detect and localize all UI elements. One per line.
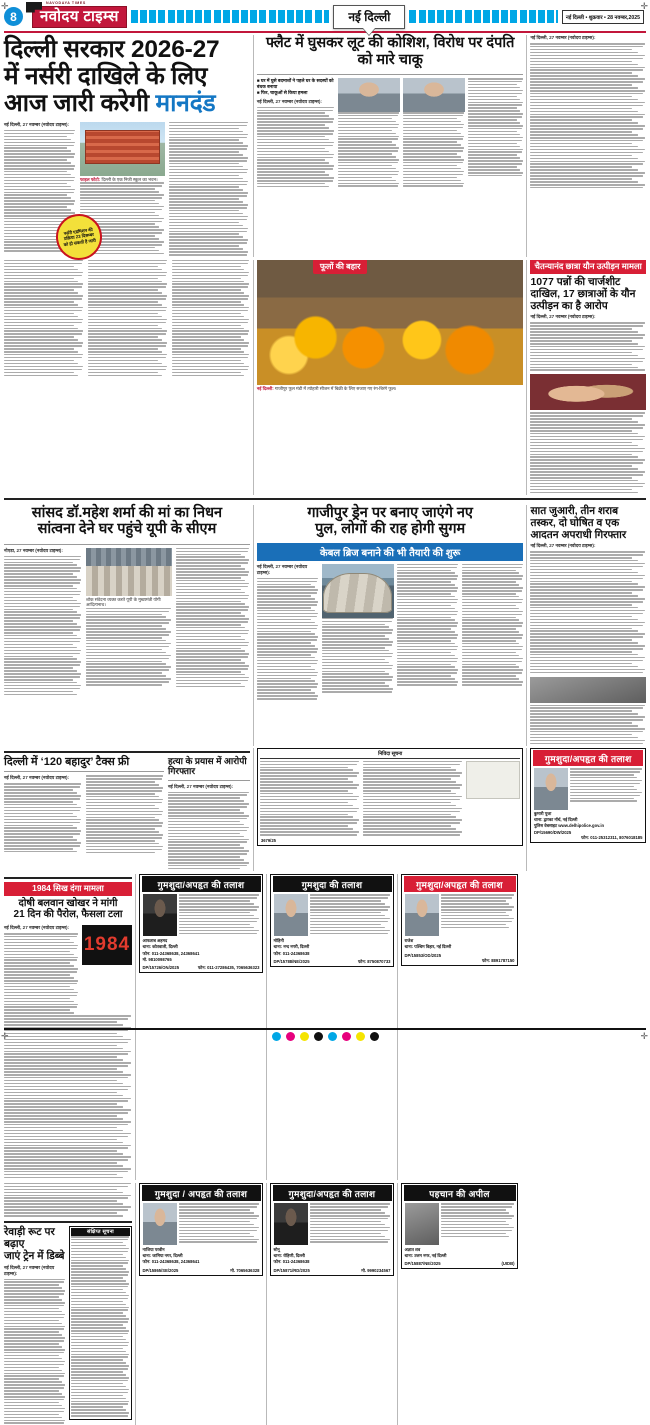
body-text bbox=[338, 112, 400, 187]
column-divider bbox=[253, 748, 254, 871]
ad-phone: फोन: 8891787150 bbox=[482, 957, 515, 963]
color-bar-left bbox=[131, 10, 330, 23]
ad-6[interactable] bbox=[401, 1183, 518, 1425]
divider bbox=[4, 877, 132, 879]
byline: नोएडा, 27 नवम्बर (नवोदय टाइम्स): bbox=[4, 547, 63, 553]
chaitanyanand-headline: 1077 पन्नों की चार्जशीट दाखिल, 17 छात्राओं के यौन उत्पीड़न का है आरोप bbox=[530, 275, 636, 313]
ad-phone: फोन: 011-24368638 bbox=[273, 1259, 310, 1265]
sikh-riot-photo: 1984 bbox=[82, 925, 132, 965]
body-text bbox=[322, 618, 394, 693]
taxi-story bbox=[4, 756, 164, 871]
ad-text bbox=[310, 1203, 391, 1243]
ad-mobile: मो. 9810098765 bbox=[142, 956, 172, 962]
ad-police-station: थाना: नन्द नगरी, दिल्ली bbox=[273, 944, 310, 950]
ad-dp-number: DP/15871/RD/2025 bbox=[273, 1267, 310, 1273]
footer-rule bbox=[4, 1028, 646, 1030]
column-divider bbox=[526, 260, 527, 495]
ad-title: गुमशुदा/अपहृत की तलाश bbox=[533, 750, 644, 766]
ghazipur-photo-block bbox=[322, 564, 394, 701]
byline: नई दिल्ली, 27 नवम्बर (नवोदय टाइम्स): bbox=[530, 314, 596, 320]
arrest-photo bbox=[530, 677, 646, 703]
ad-dp-number: DP/15726/ON/2025 bbox=[142, 964, 180, 970]
ad-police-station: थाना: द्वारका नॉर्थ, नई दिल्ली bbox=[533, 817, 578, 823]
caption-label: नई दिल्ली: bbox=[256, 385, 274, 391]
ad-person-name: मोहिनी bbox=[273, 938, 284, 944]
lead-headline bbox=[4, 37, 250, 118]
tender-footer bbox=[260, 837, 521, 843]
ad-website: पुलिस वेबसाइट www.delhipolice.gov.in bbox=[533, 822, 605, 828]
column-divider bbox=[135, 874, 136, 1180]
ad-phone: फोन: 011-24368638, 24368641 bbox=[142, 950, 200, 956]
crime-photo-2-block bbox=[403, 78, 465, 189]
missing-person-photo bbox=[534, 768, 568, 810]
murder-story bbox=[168, 756, 250, 871]
ad-right-1[interactable] bbox=[530, 748, 646, 871]
ad-title: पहचान की अपील bbox=[404, 1185, 516, 1201]
edition-plate: नई दिल्ली bbox=[333, 5, 405, 29]
center-column bbox=[257, 35, 524, 257]
ad-2[interactable] bbox=[270, 874, 394, 1180]
divider bbox=[257, 74, 524, 75]
divider bbox=[4, 771, 164, 772]
body-text bbox=[86, 608, 172, 686]
mahesh-sharma-story bbox=[4, 505, 250, 746]
ad-title: गुमशुदा/अपहृत की तलाश bbox=[273, 1185, 392, 1201]
byline: नई दिल्ली, 27 नवम्बर (नवोदय टाइम्स): bbox=[530, 543, 596, 549]
flowers-tag: फूलों की बहार bbox=[313, 260, 368, 274]
fifth-tier bbox=[0, 1180, 650, 1425]
body-text bbox=[88, 260, 168, 376]
mahesh-text-col-1 bbox=[4, 548, 82, 697]
missing-person-photo bbox=[143, 894, 177, 936]
caption-text: दिल्ली के एक निजी स्कूल का भवन। bbox=[101, 176, 158, 182]
tender-notice bbox=[257, 748, 524, 871]
top-section bbox=[0, 33, 650, 257]
ad-title: गुमशुदा / अपहृत की तलाश bbox=[142, 1185, 261, 1201]
body-text bbox=[4, 260, 84, 376]
ad-person-name: नाजिया परवीन bbox=[142, 1247, 165, 1253]
sikh-riot-headline: दोषी बलवान खोखर ने मांगी 21 दिन की पैरोल, फैसला टला bbox=[13, 897, 123, 921]
byline: नई दिल्ली, 27 नवम्बर (नवोदय टाइम्स): bbox=[256, 563, 308, 575]
ad-text bbox=[179, 894, 260, 934]
body-text bbox=[4, 1183, 132, 1218]
ad-phone-2: फोन: 8750870733 bbox=[358, 958, 391, 964]
ad-phone-2: फोन: 011-27286435, 7065636323 bbox=[197, 964, 260, 970]
lead-headline-line1: दिल्ली सरकार 2026-27 bbox=[4, 36, 220, 63]
crime-right-story bbox=[530, 505, 646, 746]
ad-3[interactable] bbox=[401, 874, 518, 1180]
lead-callout-badge: नर्सरी एडमिशन की प्रक्रिया 23 दिसम्बर को हो सकती है जारी bbox=[53, 211, 105, 263]
body-text bbox=[530, 43, 646, 190]
crime-text-col bbox=[468, 78, 524, 189]
column-divider bbox=[266, 1183, 267, 1425]
mahesh-headline: सांसद डॉ.महेश शर्मा की मां का निधन सांत्वना देने घर पहुंचे यूपी के सीएम bbox=[31, 504, 223, 538]
lead-cont-col-2 bbox=[88, 260, 168, 378]
flyover-photo bbox=[322, 564, 394, 618]
column-divider bbox=[135, 1183, 136, 1425]
missing-person-photo bbox=[405, 894, 439, 936]
lead-headline-line3: आज जारी करेगी bbox=[4, 89, 156, 117]
ghazipur-subbar: केबल ब्रिज बनाने की भी तैयारी की शुरू bbox=[257, 543, 524, 561]
ghazipur-story bbox=[257, 505, 524, 746]
ad-police-station: थाना: उत्तम नगर, नई दिल्ली bbox=[404, 1253, 447, 1259]
tender-code: 3679/25 bbox=[260, 838, 276, 844]
column-divider bbox=[253, 505, 254, 746]
handcuffs-photo bbox=[530, 374, 646, 410]
lead-continued bbox=[4, 260, 250, 495]
third-tier bbox=[0, 746, 650, 871]
column-divider bbox=[526, 505, 527, 746]
ad-text bbox=[310, 894, 391, 934]
column-divider bbox=[253, 260, 254, 495]
byline: नई दिल्ली, 27 नवम्बर (नवोदय टाइम्स): bbox=[4, 1264, 55, 1276]
lead-headline-highlight: मानदंड bbox=[155, 89, 216, 117]
byline: नई दिल्ली, 27 नवम्बर (नवोदय टाइम्स): bbox=[4, 775, 70, 781]
cm-visit-photo bbox=[86, 548, 172, 596]
bullet-item: ■ घर में घुसे बदमाशों ने पहले घर के सदस्यों को बंधक बनाया bbox=[256, 78, 334, 90]
crop-mark-icon: ✛ bbox=[640, 1, 648, 11]
missing-person-photo bbox=[143, 1203, 177, 1245]
body-text bbox=[530, 322, 646, 372]
body-text bbox=[86, 775, 164, 853]
body-text bbox=[468, 78, 524, 176]
body-text bbox=[257, 578, 319, 700]
crime-bullets bbox=[257, 78, 335, 189]
logo-text: नवोदय टाइम्स bbox=[32, 6, 127, 28]
ghazipur-headline: गाजीपुर ड्रेन पर बनाए जाएंगे नए पुल, लोगों की राह होगी सुगम bbox=[307, 504, 473, 538]
ad-dp-number: DP/15887/NE/2025 bbox=[404, 1261, 441, 1267]
divider bbox=[168, 780, 250, 781]
lead-headline-line2: में नर्सरी दाखिले के लिए bbox=[4, 62, 208, 90]
ghazipur-text-col-3 bbox=[397, 564, 459, 701]
victim-photo-1 bbox=[338, 78, 400, 112]
ad-dp-number: DP/15865/SE/2025 bbox=[142, 1267, 179, 1273]
byline: नई दिल्ली, 27 नवम्बर (नवोदय टाइम्स): bbox=[530, 35, 596, 40]
short-news-text bbox=[71, 1236, 130, 1417]
missing-person-photo bbox=[274, 1203, 308, 1245]
taxi-murder-block bbox=[4, 748, 250, 871]
lead-cont-col-1 bbox=[4, 260, 84, 378]
crop-mark-icon: ✛ bbox=[1, 1031, 9, 1041]
body-text bbox=[169, 122, 249, 256]
sikh-riot-story bbox=[4, 874, 132, 1180]
ad-title: गुमशुदा/अपहृत की तलाश bbox=[142, 876, 261, 892]
byline: नई दिल्ली, 27 नवम्बर (नवोदय टाइम्स): bbox=[4, 121, 70, 127]
ad-phone-2: मो. 7065636328 bbox=[230, 1267, 260, 1273]
byline: नई दिल्ली, 27 नवम्बर (नवोदय टाइम्स): bbox=[4, 925, 70, 931]
body-text bbox=[168, 792, 250, 870]
ad-text bbox=[179, 1203, 260, 1243]
body-text bbox=[172, 260, 250, 376]
victim-photo-2 bbox=[403, 78, 465, 112]
body-text bbox=[257, 107, 335, 188]
lead-story bbox=[4, 35, 250, 257]
body-text bbox=[4, 1279, 66, 1424]
section-divider bbox=[4, 498, 646, 500]
tender-seal bbox=[466, 761, 520, 799]
body-text bbox=[397, 564, 459, 686]
column-divider bbox=[397, 874, 398, 1180]
body-text bbox=[4, 783, 82, 852]
masthead bbox=[0, 0, 650, 30]
crop-mark-icon: ✛ bbox=[1, 1, 9, 11]
registration-color-bar bbox=[0, 1032, 650, 1041]
mahesh-photo-caption: शोक संवेदना व्यक्त करते यूपी के मुख्यमंत्री योगी आदित्यनाथ। bbox=[86, 596, 161, 608]
rewari-story bbox=[4, 1183, 132, 1425]
body-text bbox=[530, 551, 646, 674]
flowers-caption bbox=[257, 385, 524, 392]
taxi-headline: दिल्ली में ‘120 बहादुर’ टैक्स फ्री bbox=[4, 755, 130, 768]
flowers-photo bbox=[257, 260, 524, 385]
sikh-riot-kicker: 1984 सिख दंगा मामला bbox=[4, 882, 132, 896]
ad-phone: फोन: 011-24368638 bbox=[273, 950, 310, 956]
chaitanyanand-kicker: चैतन्यानंद छात्रा यौन उत्पीड़न मामला bbox=[530, 260, 646, 274]
caption-label: फाइल फोटो: bbox=[80, 176, 101, 182]
chaitanyanand-story bbox=[530, 260, 646, 495]
crime-right-headline: सात जुआरी, तीन शराब तस्कर, दो घोषित व एक आदतन अपराधी गिरफ्तार bbox=[530, 504, 627, 541]
ad-phone-2: मो. 9990234567 bbox=[361, 1267, 391, 1273]
ghazipur-text-col-4 bbox=[462, 564, 524, 701]
ad-title: गुमशुदा की तलाश bbox=[273, 876, 392, 892]
ad-text bbox=[441, 1203, 515, 1237]
body-text bbox=[403, 112, 465, 187]
crime-headline: फ्लैट में घुसकर लूट की कोशिश, विरोध पर दंपति को मारे चाकू bbox=[265, 35, 515, 68]
murder-headline: हत्या के प्रयास में आरोपी गिरफ्तार bbox=[168, 755, 247, 777]
ad-text bbox=[441, 894, 515, 928]
lead-photo bbox=[80, 122, 165, 176]
second-tier bbox=[0, 503, 650, 746]
mahesh-text-col-3 bbox=[176, 548, 250, 697]
ad-text bbox=[570, 768, 643, 802]
fourth-tier bbox=[0, 871, 650, 1180]
ad-person-name: आफताब अहमद bbox=[142, 938, 168, 944]
ad-person-name: अज्ञात शव bbox=[404, 1247, 421, 1253]
ad-police-station: थाना: जामिया नगर, दिल्ली bbox=[142, 1253, 183, 1259]
ad-phone: फोन: 011-25312311, 8076018185 bbox=[581, 834, 643, 840]
ad-5[interactable] bbox=[270, 1183, 394, 1425]
ad-person-name: सोनू bbox=[273, 1247, 280, 1253]
column-divider bbox=[266, 874, 267, 1180]
body-text bbox=[4, 556, 82, 696]
ad-person-name: कुमारी पूजा bbox=[533, 811, 552, 817]
flowers-photo-block bbox=[257, 260, 524, 495]
divider bbox=[4, 1221, 132, 1223]
lead-cont-col-3 bbox=[172, 260, 250, 378]
divider bbox=[4, 751, 250, 753]
bullet-item: ■ फिर, चाकूओं से किया हमला bbox=[256, 90, 308, 96]
column-divider bbox=[253, 35, 254, 257]
ad-dp-number: DP/15690/DW/2025 bbox=[533, 829, 572, 835]
logo-tagline: NAVODAYA TIMES bbox=[46, 0, 86, 5]
column-divider bbox=[526, 748, 527, 871]
body-text bbox=[530, 705, 646, 746]
ad-police-station: थाना: कोतवाली, दिल्ली bbox=[142, 944, 178, 950]
right-column bbox=[530, 35, 646, 257]
byline: नई दिल्ली, 27 नवम्बर (नवोदय टाइम्स): bbox=[168, 783, 234, 789]
body-text bbox=[4, 933, 79, 1014]
tender-title: निविदा सूचना bbox=[260, 751, 521, 759]
unidentified-body-photo bbox=[405, 1203, 439, 1245]
dateline: नई दिल्ली • शुक्रवार • 28 नवम्बर,2025 bbox=[562, 10, 644, 24]
column-divider bbox=[526, 35, 527, 257]
ad-uidb-label: (UIDB) bbox=[501, 1261, 515, 1267]
caption-text: गाजीपुर फूल मंडी में त्योहारी सीजन में बिक्री के लिए सजाए गए रंग-बिरंगे फूल। bbox=[274, 385, 397, 391]
color-bar-right bbox=[409, 10, 557, 23]
ad-person-name: राजेश bbox=[404, 938, 414, 944]
byline: नई दिल्ली, 27 नवम्बर (नवोदय टाइम्स): bbox=[256, 98, 322, 104]
short-news-title: संक्षिप्त सूचना bbox=[71, 1228, 130, 1236]
missing-person-photo bbox=[274, 894, 308, 936]
ad-dp-number: DP/15788/NE/2025 bbox=[273, 958, 310, 964]
middle-section bbox=[0, 257, 650, 495]
page-number-badge: 8 bbox=[4, 7, 23, 26]
ad-4[interactable] bbox=[139, 1183, 263, 1425]
ad-dp-number: DP/15853/OD/2025 bbox=[404, 952, 442, 958]
ad-title: गुमशुदा/अपहृत की तलाश bbox=[404, 876, 516, 892]
body-text bbox=[530, 412, 646, 494]
ad-police-station: थाना: पश्चिम विहार, नई दिल्ली bbox=[404, 944, 452, 950]
column-divider bbox=[397, 1183, 398, 1425]
mahesh-photo-block bbox=[86, 548, 172, 697]
ghazipur-text-col-1 bbox=[257, 564, 319, 701]
tender-text bbox=[260, 761, 360, 836]
crop-mark-icon: ✛ bbox=[640, 1031, 648, 1041]
crime-photo-1-block bbox=[338, 78, 400, 189]
body-text bbox=[176, 548, 250, 688]
ad-1[interactable] bbox=[139, 874, 263, 1180]
divider bbox=[4, 544, 250, 545]
tender-text bbox=[363, 761, 463, 836]
lead-text-col-3 bbox=[169, 122, 249, 257]
ad-phone: फोन: 011-24368638, 24368641 bbox=[142, 1259, 200, 1265]
rewari-headline: रेवाड़ी रूट पर बढ़ाए जाएं ट्रेन में डिब्बे bbox=[4, 1226, 65, 1263]
body-text bbox=[462, 564, 524, 686]
ad-police-station: थाना: रोहिणी, दिल्ली bbox=[273, 1253, 305, 1259]
logo[interactable] bbox=[26, 0, 127, 26]
